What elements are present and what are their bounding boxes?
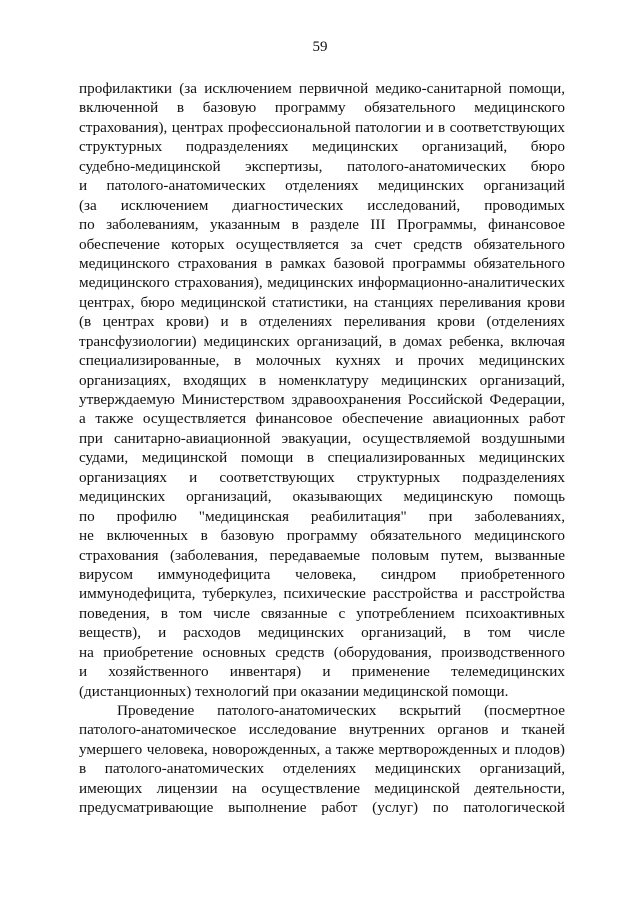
text-line: Проведение патолого-анатомических вскрытий (посмертное	[117, 702, 565, 719]
body-text	[79, 79, 565, 818]
text-line: организациях, входящих в номенклатуру медицинских организаций,	[79, 371, 565, 389]
text-line: патолого-анатомическое исследование внутренних органов и тканей	[79, 721, 565, 739]
text-line: утверждаемую Министерством здравоохранения Российской Федерации,	[79, 391, 565, 408]
text-line: медицинского страхования в рамках базовой программы обязательного	[79, 254, 565, 272]
text-line: специализированные, в молочных кухнях и прочих медицинских	[79, 352, 565, 370]
text-line: трансфузиологии) медицинских организаций, в домах ребенка, включая	[79, 332, 565, 350]
text-line: при санитарно-авиационной эвакуации, осуществляемой воздушными	[79, 429, 565, 447]
text-line: судами, медицинской помощи в специализированных медицинских	[79, 449, 565, 467]
text-line: по профилю "медицинская реабилитация" при заболеваниях,	[79, 507, 565, 525]
text-line: предусматривающие выполнение работ (услуг) по патологической	[79, 799, 565, 817]
page-number: 59	[312, 39, 328, 55]
text-line: веществ), и расходов медицинских организаций, в том числе	[79, 624, 565, 642]
text-line: (за исключением диагностических исследований, проводимых	[79, 196, 565, 214]
text-line: умершего человека, новорожденных, а также мертворожденных и плодов)	[79, 740, 565, 758]
text-line: и патолого-анатомических отделениях медицинских организаций	[79, 177, 565, 195]
text-line: центрах, бюро медицинской статистики, на станциях переливания крови	[79, 293, 565, 311]
paragraph-2	[79, 701, 565, 818]
text-line: медицинских организаций, оказывающих медицинскую помощь	[79, 488, 565, 506]
text-line: (в центрах крови) и в отделениях переливания крови (отделениях	[79, 313, 565, 331]
text-line: (дистанционных) технологий при оказании медицинской помощи.	[79, 682, 509, 700]
text-line: и хозяйственного инвентаря) и применение телемедицинских	[79, 663, 565, 681]
text-line: структурных подразделениях медицинских организаций, бюро	[79, 138, 565, 156]
paragraph-1	[79, 79, 565, 701]
text-line: включенной в базовую программу обязательного медицинского	[79, 99, 565, 117]
text-line: по заболеваниям, указанным в разделе III Программы, финансовое	[79, 216, 565, 234]
text-line: профилактики (за исключением первичной медико-санитарной помощи,	[79, 80, 565, 97]
text-line: поведения, в том числе связанные с употреблением психоактивных	[79, 604, 565, 622]
text-line: страхования (заболевания, передаваемые половым путем, вызванные	[79, 546, 565, 564]
text-line: имеющих лицензии на осуществление медицинской деятельности,	[79, 779, 565, 797]
text-line: на приобретение основных средств (оборудования, производственного	[79, 643, 565, 661]
text-line: вирусом иммунодефицита человека, синдром приобретенного	[79, 565, 565, 583]
text-line: а также осуществляется финансовое обеспечение авиационных работ	[79, 410, 565, 428]
text-line: в патолого-анатомических отделениях медицинских организаций,	[79, 760, 565, 778]
text-line: не включенных в базовую программу обязательного медицинского	[79, 527, 565, 545]
text-line: страхования), центрах профессиональной патологии и в соответствующих	[79, 118, 565, 136]
text-line: обеспечение которых осуществляется за счет средств обязательного	[79, 235, 565, 253]
text-line: судебно-медицинской экспертизы, патолого-анатомических бюро	[79, 157, 565, 175]
text-line: медицинского страхования), медицинских информационно-аналитических	[79, 274, 565, 292]
text-line: иммунодефицита, туберкулез, психические расстройства и расстройства	[79, 585, 565, 603]
text-line: организациях и соответствующих структурных подразделениях	[79, 468, 565, 486]
